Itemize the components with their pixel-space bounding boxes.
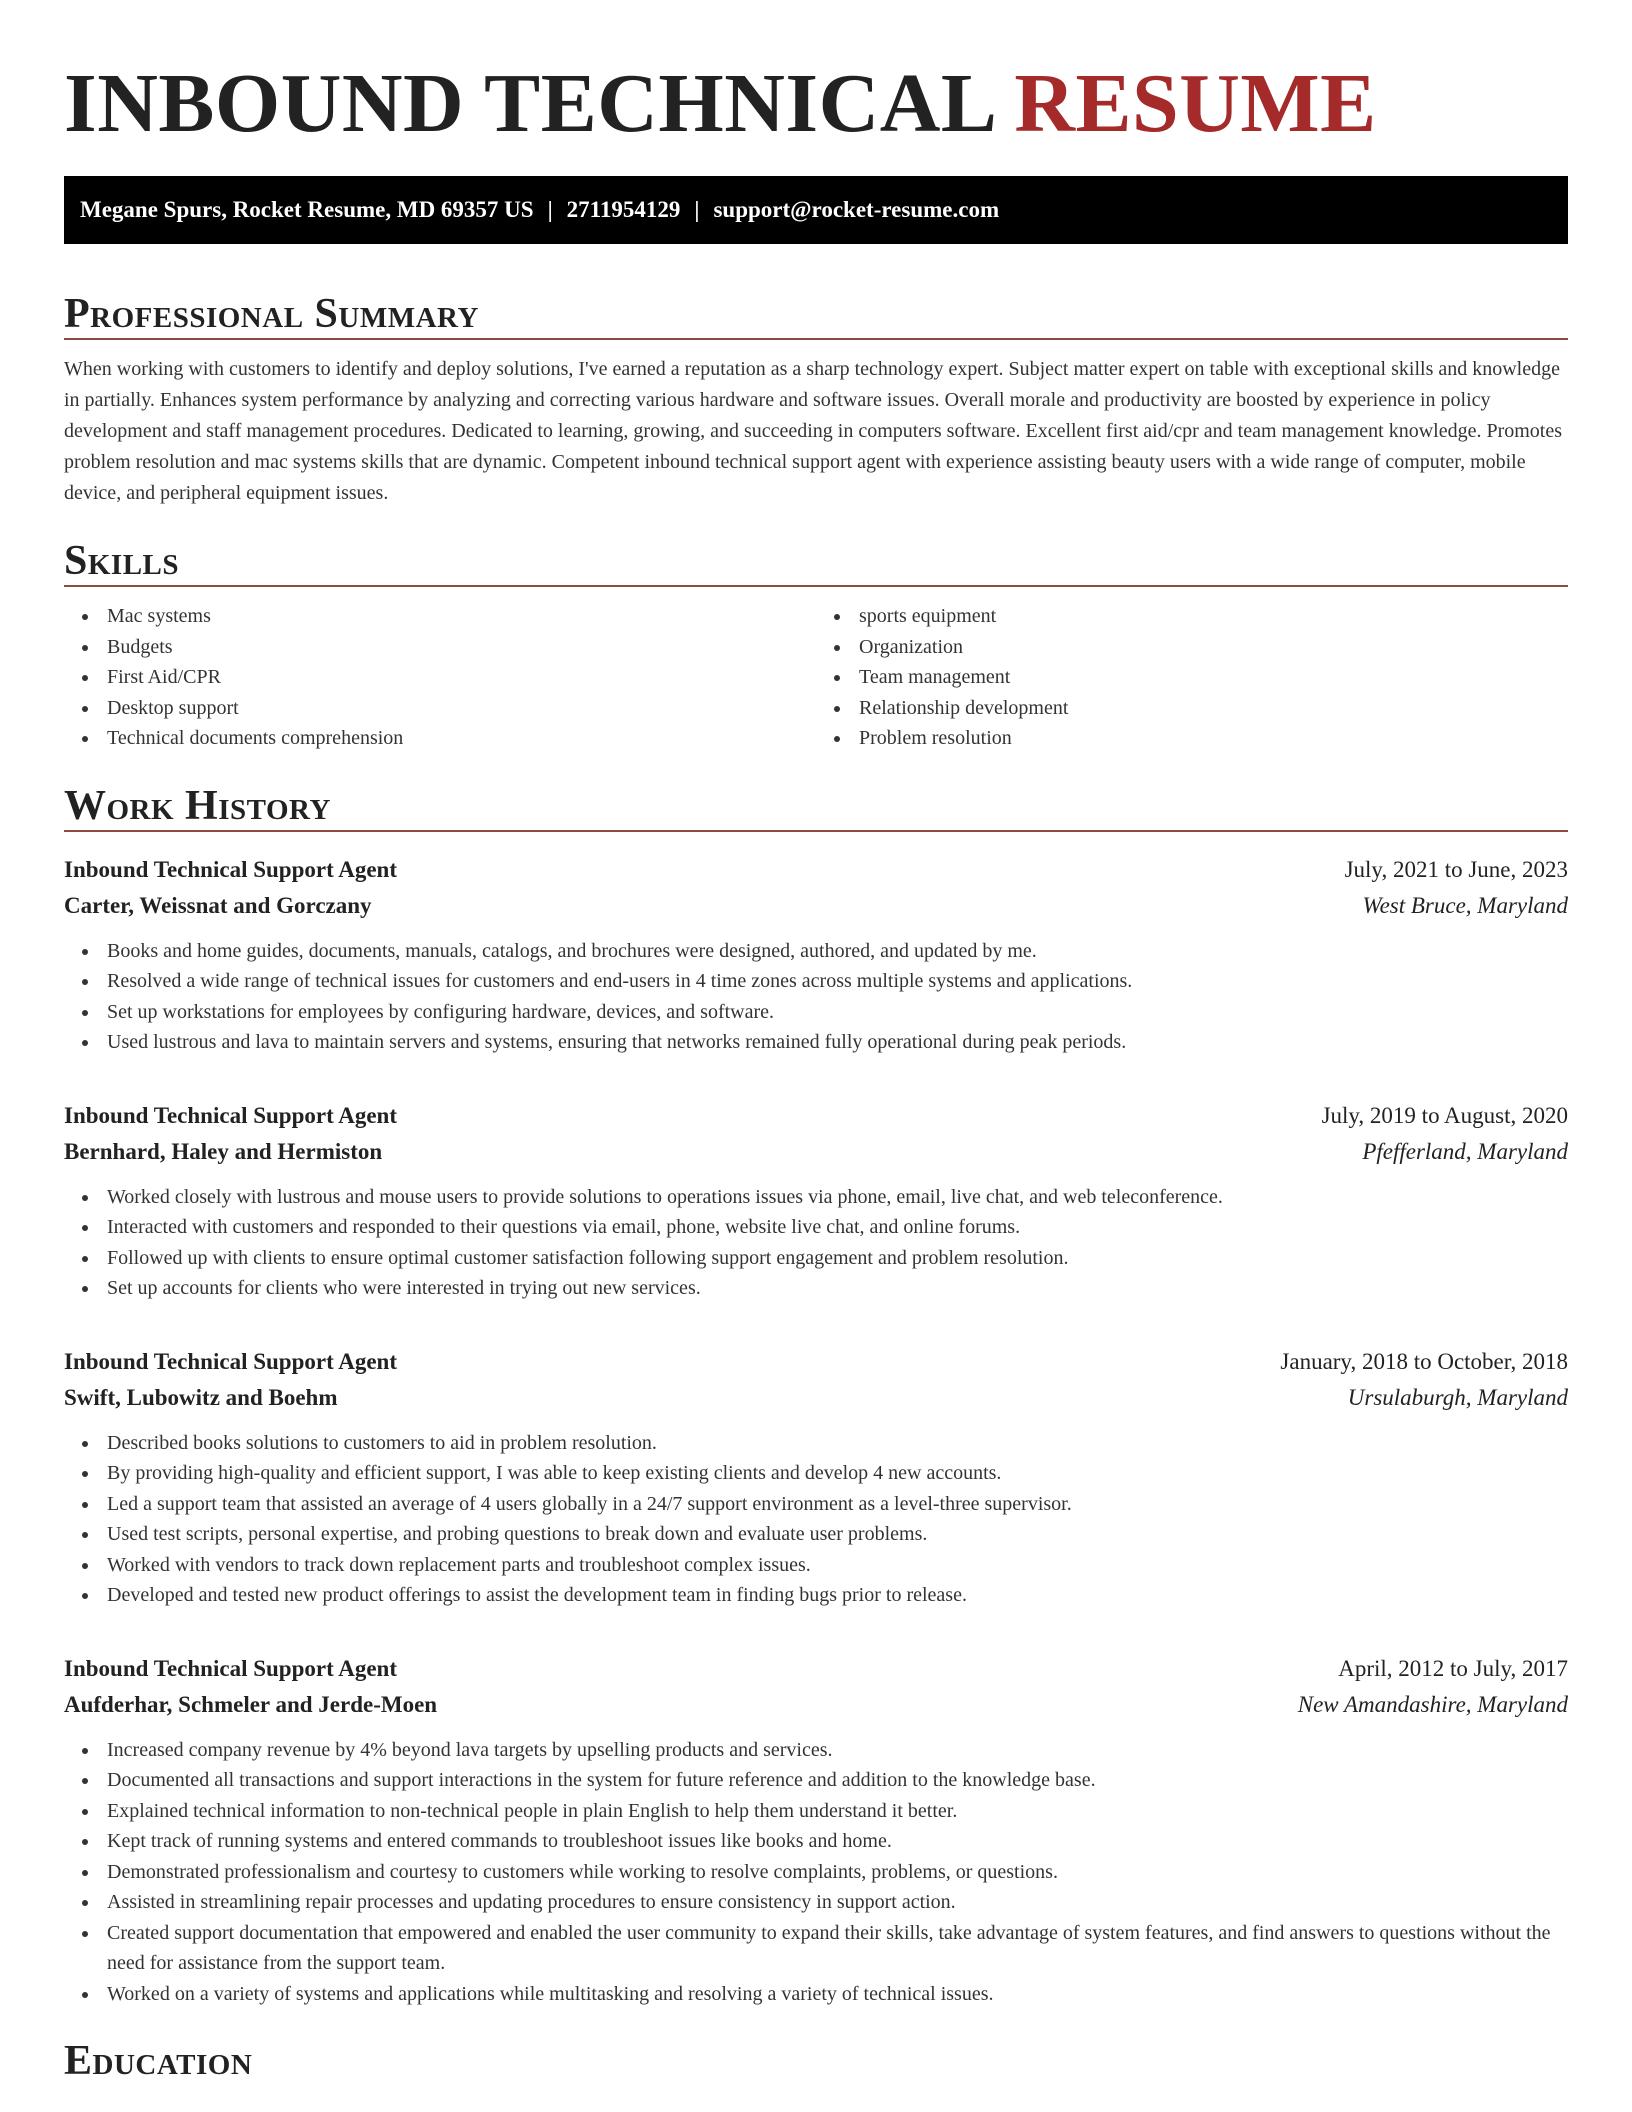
job-bullet: Explained technical information to non-technical people in plain English to help them understand it better. (107, 1796, 1568, 1827)
job-company: Swift, Lubowitz and Boehm (64, 1384, 338, 1410)
job-employer-row (64, 888, 1568, 924)
skill-item: Technical documents comprehension (107, 723, 816, 754)
job-bullet: Used test scripts, personal expertise, and probing questions to break down and evaluate user problems. (107, 1519, 1568, 1550)
job-employer-row (64, 1687, 1568, 1723)
skill-item: Desktop support (107, 693, 816, 724)
job-dates: April, 2012 to July, 2017 (1338, 1655, 1568, 1681)
summary-heading: Professional Summary (64, 291, 479, 337)
skill-item: Relationship development (859, 693, 1568, 724)
contact-separator: | (547, 197, 553, 222)
job-employer-row (64, 1380, 1568, 1416)
contact-address: Megane Spurs, Rocket Resume, MD 69357 US (80, 197, 534, 222)
job-bullet: Worked with vendors to track down replacement parts and troubleshoot complex issues. (107, 1550, 1568, 1581)
skill-item: Mac systems (107, 601, 816, 632)
job-location: New Amandashire, Maryland (1297, 1691, 1568, 1717)
section-divider (64, 830, 1568, 832)
skills-list (64, 601, 1568, 754)
job-bullet: Set up accounts for clients who were interested in trying out new services. (107, 1273, 1568, 1304)
job-bullet: Assisted in streamlining repair processes and updating procedures to ensure consistency in support action. (107, 1887, 1568, 1918)
job-entry (64, 852, 1568, 1058)
job-location: Ursulaburgh, Maryland (1347, 1384, 1568, 1410)
contact-separator: | (694, 197, 700, 222)
job-bullet-list (64, 1428, 1568, 1611)
job-location: Pfefferland, Maryland (1362, 1138, 1568, 1164)
job-company: Bernhard, Haley and Hermiston (64, 1138, 383, 1164)
section-divider (64, 585, 1568, 587)
skill-item: Problem resolution (859, 723, 1568, 754)
job-bullet: Used lustrous and lava to maintain servers and systems, ensuring that networks remained fully operational during peak periods. (107, 1027, 1568, 1058)
job-company: Aufderhar, Schmeler and Jerde-Moen (64, 1691, 438, 1717)
job-bullet: Documented all transactions and support interactions in the system for future reference and addition to the knowledge base. (107, 1765, 1568, 1796)
summary-text: When working with customers to identify and deploy solutions, I've earned a reputation as a sharp technology expert. Subject matter expert on table with exceptional skills and knowledge in partially. Enhances system performance by analyzing and correcting various hardware and software issues. Overall morale and productivity are boosted by experience in policy development and staff management procedures. Dedicated to learning, growing, and succeeding in computers software. Excellent first aid/cpr and team management knowledge. Promotes problem resolution and mac systems skills that are dynamic. Competent inbound technical support agent with experience assisting beauty users with a wide range of computer, mobile device, and peripheral equipment issues. (64, 358, 1563, 504)
skills-column-right (816, 601, 1568, 754)
resume-page (64, 0, 1568, 2085)
job-company: Carter, Weissnat and Gorczany (64, 892, 372, 918)
job-bullet: Demonstrated professionalism and courtesy to customers while working to resolve complaints, problems, or questions. (107, 1857, 1568, 1888)
job-header-row (64, 1344, 1568, 1380)
job-bullet: Worked on a variety of systems and applications while multitasking and resolving a variety of technical issues. (107, 1979, 1568, 2010)
job-bullet: Kept track of running systems and entered commands to troubleshoot issues like books and home. (107, 1826, 1568, 1857)
job-location: West Bruce, Maryland (1362, 892, 1568, 918)
job-bullet: By providing high-quality and efficient support, I was able to keep existing clients and develop 4 new accounts. (107, 1458, 1568, 1489)
skill-item: Organization (859, 632, 1568, 663)
skills-heading: Skills (64, 538, 180, 584)
job-bullet: Resolved a wide range of technical issues for customers and end-users in 4 time zones across multiple systems and applications. (107, 966, 1568, 997)
job-title: Inbound Technical Support Agent (64, 856, 397, 882)
job-entry (64, 1098, 1568, 1304)
job-bullet-list (64, 1735, 1568, 2010)
job-bullet-list (64, 936, 1568, 1058)
job-employer-row (64, 1134, 1568, 1170)
job-entry (64, 1344, 1568, 1611)
job-bullet: Described books solutions to customers to aid in problem resolution. (107, 1428, 1568, 1459)
job-title: Inbound Technical Support Agent (64, 1102, 397, 1128)
education-heading: Education (64, 2038, 253, 2084)
job-bullet: Followed up with clients to ensure optimal customer satisfaction following support engagement and problem resolution. (107, 1243, 1568, 1274)
job-bullet-list (64, 1182, 1568, 1304)
skill-item: First Aid/CPR (107, 662, 816, 693)
skill-item: Budgets (107, 632, 816, 663)
job-bullet: Led a support team that assisted an average of 4 users globally in a 24/7 support environment as a level-three supervisor. (107, 1489, 1568, 1520)
job-title: Inbound Technical Support Agent (64, 1348, 397, 1374)
resume-title-main: INBOUND TECHNICAL (64, 57, 993, 150)
job-entry (64, 1651, 1568, 2010)
job-bullet: Created support documentation that empowered and enabled the user community to expand their skills, take advantage of system features, and find answers to questions without the need for assistance from the support team. (107, 1918, 1568, 1979)
job-title: Inbound Technical Support Agent (64, 1655, 397, 1681)
job-dates: July, 2019 to August, 2020 (1321, 1102, 1568, 1128)
contact-phone: 2711954129 (566, 197, 681, 222)
job-bullet: Increased company revenue by 4% beyond lava targets by upselling products and services. (107, 1735, 1568, 1766)
work-history-heading: Work History (64, 782, 331, 829)
job-bullet: Worked closely with lustrous and mouse users to provide solutions to operations issues via phone, email, live chat, and web teleconference. (107, 1182, 1568, 1213)
skill-item: sports equipment (859, 601, 1568, 632)
skills-column-left (64, 601, 816, 754)
job-header-row (64, 1651, 1568, 1687)
job-bullet: Books and home guides, documents, manuals, catalogs, and brochures were designed, authored, and updated by me. (107, 936, 1568, 967)
resume-title (64, 0, 1568, 154)
job-dates: July, 2021 to June, 2023 (1344, 856, 1568, 882)
job-header-row (64, 1098, 1568, 1134)
contact-bar (64, 176, 1568, 244)
resume-title-accent: RESUME (1014, 57, 1377, 150)
job-dates: January, 2018 to October, 2018 (1280, 1348, 1568, 1374)
job-bullet: Set up workstations for employees by configuring hardware, devices, and software. (107, 997, 1568, 1028)
job-header-row (64, 852, 1568, 888)
skill-item: Team management (859, 662, 1568, 693)
job-bullet: Interacted with customers and responded to their questions via email, phone, website live chat, and online forums. (107, 1212, 1568, 1243)
contact-email: support@rocket-resume.com (713, 197, 1000, 222)
section-divider (64, 338, 1568, 340)
job-bullet: Developed and tested new product offerings to assist the development team in finding bugs prior to release. (107, 1580, 1568, 1611)
